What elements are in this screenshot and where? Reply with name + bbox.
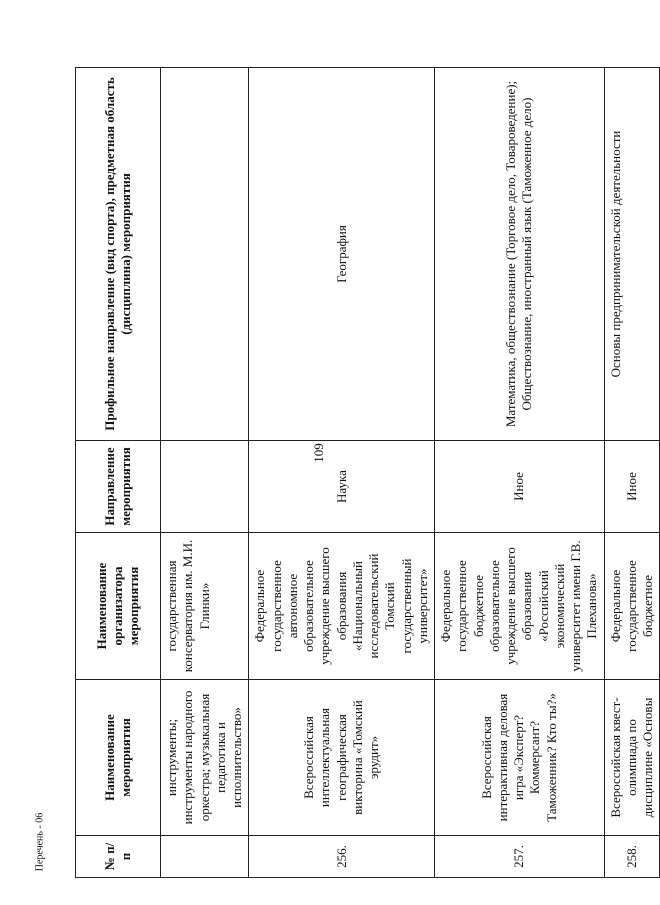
- cell-direction: Иное: [604, 441, 660, 533]
- cell-organizer: Федеральное государственное бюджетное образовательное учреждение высшего образования «Российский экономический университет имени Г.В. Плеханова»: [435, 533, 605, 680]
- cell-name: инструменты; инструменты народного оркестра; музыкальная педагогика и исполнительство»: [161, 680, 249, 836]
- cell-num: 257.: [435, 836, 605, 878]
- cell-name: Всероссийская интерактивная деловая игра «Эксперт? Коммерсант? Таможенник? Кто ты?»: [435, 680, 605, 836]
- header-direction: Направление мероприятия: [76, 441, 161, 533]
- cell-organizer: Федеральное государственное автономное образовательное учреждение высшего образования «Национальный исследовательский Томский государственный университет»: [249, 533, 435, 680]
- table-row: [249, 68, 435, 878]
- cell-num: 258.: [604, 836, 660, 878]
- cell-organizer: Федеральное государственное бюджетное: [604, 533, 660, 680]
- events-table-wrapper: [75, 68, 655, 878]
- header-organizer: Наименование организатора мероприятия: [76, 533, 161, 680]
- header-profile: Профильное направление (вид спорта), предметная область (дисциплина) мероприятия: [76, 68, 161, 441]
- cell-num: 256.: [249, 836, 435, 878]
- cell-profile: География: [249, 68, 435, 441]
- cell-profile: Математика, обществознание (Торговое дело, Товароведение); Обществознание, иностранный язык (Таможенное дело): [435, 68, 605, 441]
- footer-label: Перечень - 06: [34, 812, 46, 872]
- events-table: [75, 67, 660, 878]
- header-name: Наименование мероприятия: [76, 680, 161, 836]
- cell-name: Всероссийская интеллектуальная географическая викторина «Томский эрудит»: [249, 680, 435, 836]
- table-row: [604, 68, 660, 878]
- cell-profile: Основы предпринимательской деятельности: [604, 68, 660, 441]
- header-num: № п/п: [76, 836, 161, 878]
- cell-num: [161, 836, 249, 878]
- cell-profile: [161, 68, 249, 441]
- cell-direction: [161, 441, 249, 533]
- cell-organizer: государственная консерватория им. М.И. Глинки»: [161, 533, 249, 680]
- table-row-continued: [161, 68, 249, 878]
- cell-name: Всероссийская квест-олимпиада по дисциплине «Основы: [604, 680, 660, 836]
- cell-direction: Иное: [435, 441, 605, 533]
- page-number: 109: [311, 443, 326, 463]
- cell-direction: Наука: [249, 441, 435, 533]
- table-header-row: [76, 68, 161, 878]
- table-row: [435, 68, 605, 878]
